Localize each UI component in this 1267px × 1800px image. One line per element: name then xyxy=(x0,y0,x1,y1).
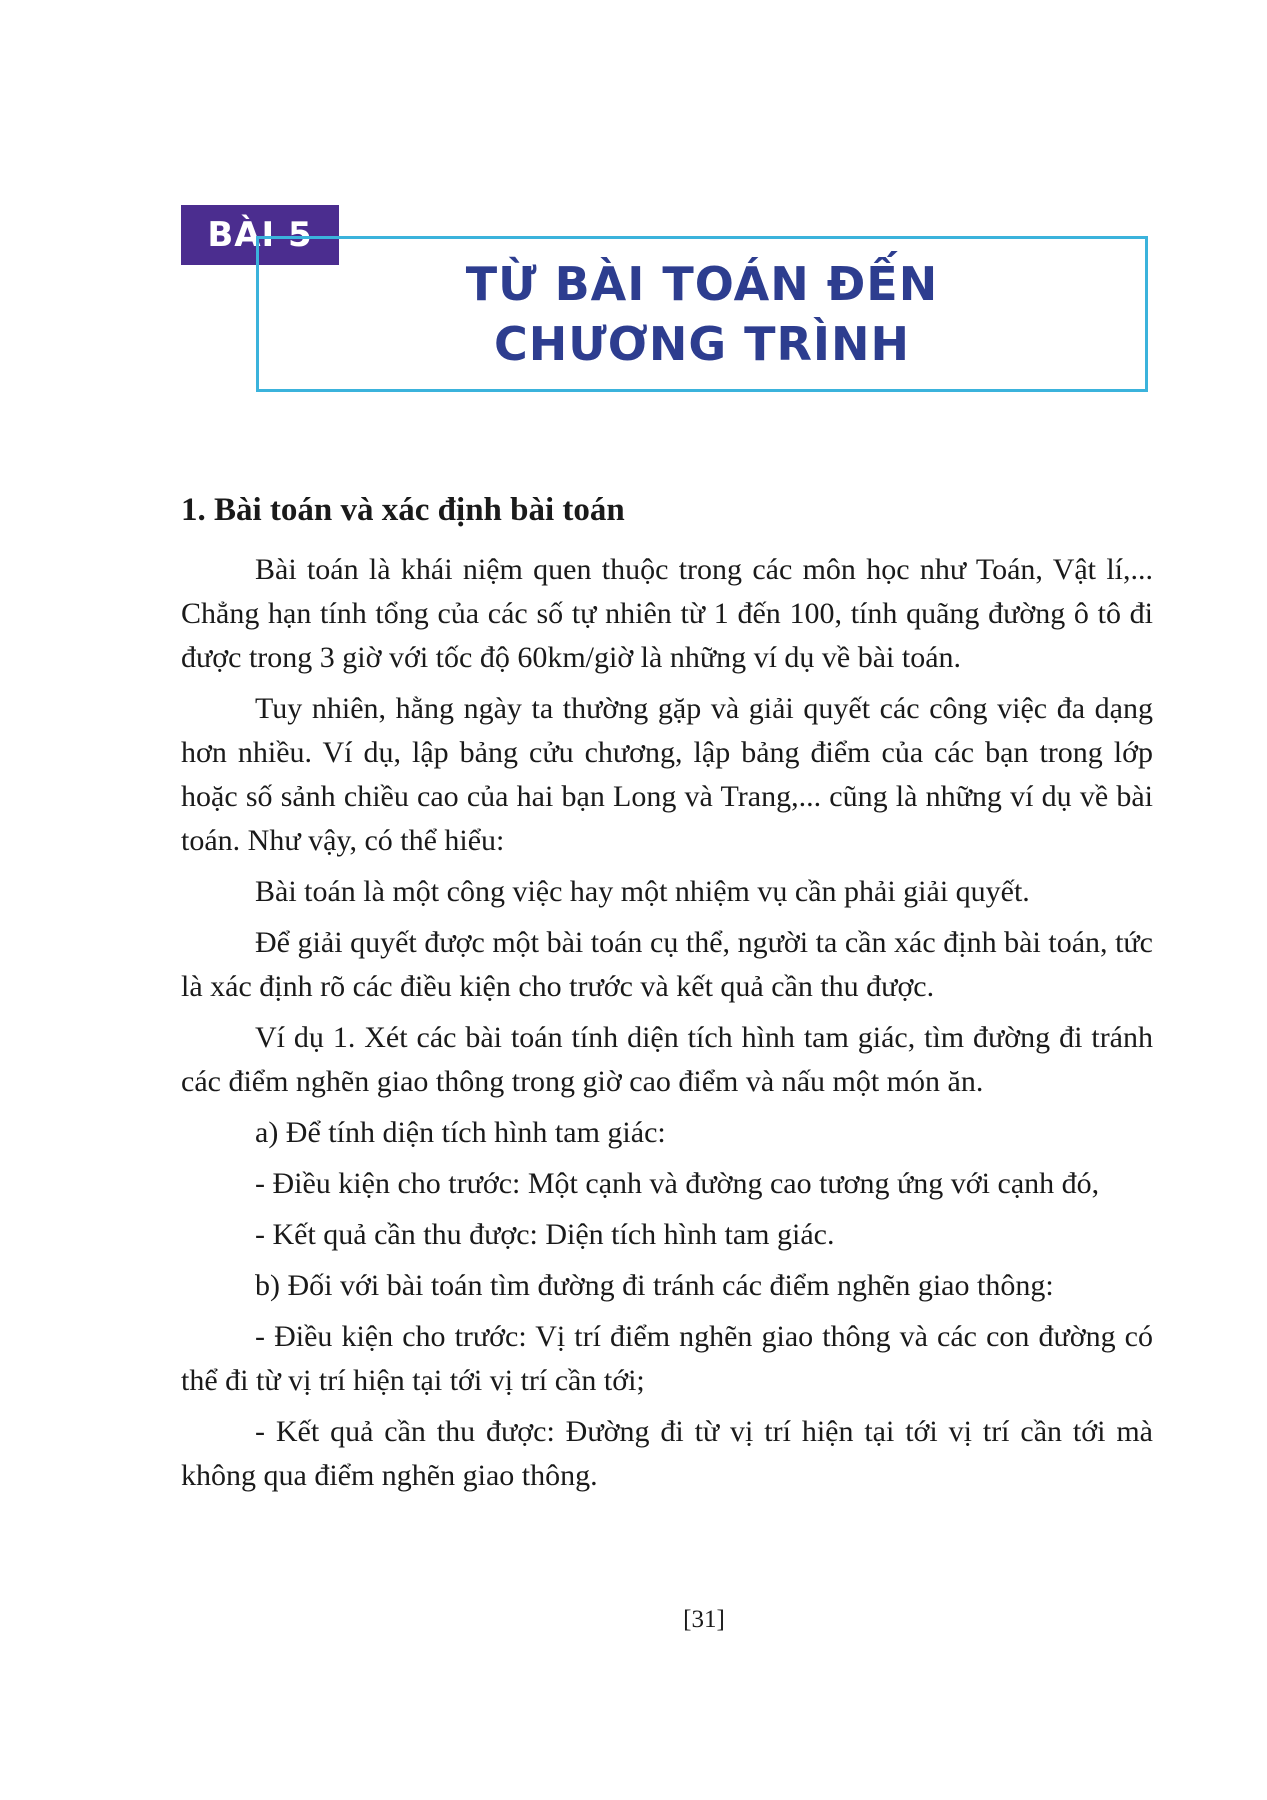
lesson-badge: BÀI 5 xyxy=(181,205,339,265)
paragraph: - Kết quả cần thu được: Đường đi từ vị trí hiện tại tới vị trí cần tới mà không qua điểm nghẽn giao thông. xyxy=(181,1415,1153,1492)
section-heading: 1. Bài toán và xác định bài toán xyxy=(181,492,625,528)
paragraph: Tuy nhiên, hằng ngày ta thường gặp và giải quyết các công việc đa dạng hơn nhiều. Ví dụ, lập bảng cửu chương, lập bảng điểm của các bạn trong lớp hoặc số sảnh chiều cao của hai bạn Long và Trang,... cũng là những ví dụ về bài toán. Như vậy, có thể hiểu: xyxy=(181,692,1153,857)
paragraph: Để giải quyết được một bài toán cụ thể, người ta cần xác định bài toán, tức là xác định rõ các điều kiện cho trước và kết quả cần thu được. xyxy=(181,926,1153,1003)
paragraph: Ví dụ 1. Xét các bài toán tính diện tích hình tam giác, tìm đường đi tránh các điểm nghẽn giao thông trong giờ cao điểm và nấu một món ăn. xyxy=(181,1021,1153,1098)
page-number: [31] xyxy=(683,1606,725,1633)
paragraph: Bài toán là một công việc hay một nhiệm vụ cần phải giải quyết. xyxy=(255,875,1030,908)
lesson-title-line-1: TỪ BÀI TOÁN ĐẾN xyxy=(465,257,939,311)
lesson-title-line-2: CHƯƠNG TRÌNH xyxy=(493,317,911,371)
body-text xyxy=(181,548,1153,1505)
paragraph: a) Để tính diện tích hình tam giác: xyxy=(255,1116,666,1149)
paragraph: - Điều kiện cho trước: Vị trí điểm nghẽn giao thông và các con đường có thể đi từ vị trí hiện tại tới vị trí cần tới; xyxy=(181,1320,1153,1397)
paragraph: - Kết quả cần thu được: Diện tích hình tam giác. xyxy=(255,1218,835,1251)
lesson-title-box xyxy=(256,236,1148,392)
paragraph: - Điều kiện cho trước: Một cạnh và đường cao tương ứng với cạnh đó, xyxy=(255,1167,1100,1200)
paragraph: Bài toán là khái niệm quen thuộc trong các môn học như Toán, Vật lí,... Chẳng hạn tính tổng của các số tự nhiên từ 1 đến 100, tính quãng đường ô tô đi được trong 3 giờ với tốc độ 60km/giờ là những ví dụ về bài toán. xyxy=(181,553,1153,674)
paragraph: b) Đối với bài toán tìm đường đi tránh các điểm nghẽn giao thông: xyxy=(255,1269,1054,1302)
